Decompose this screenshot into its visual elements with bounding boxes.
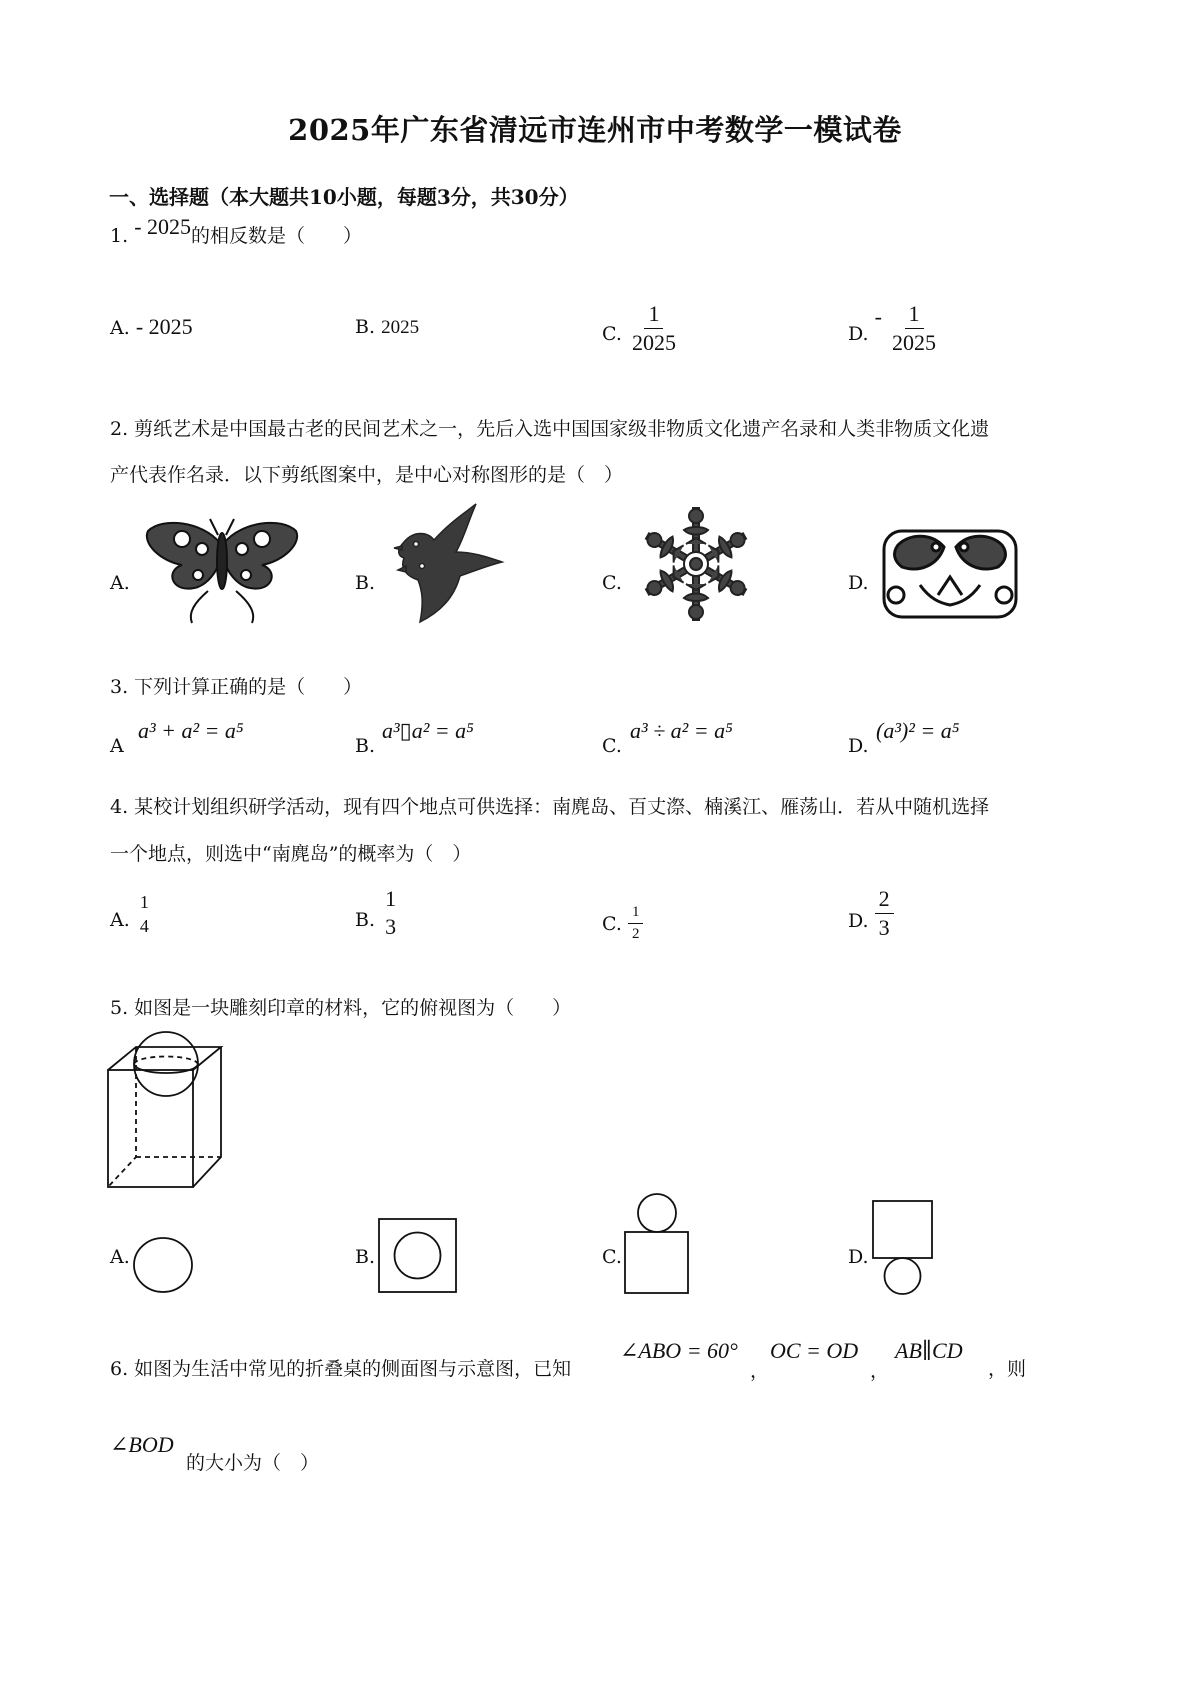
q4-option-c-fraction [628, 904, 644, 942]
q1-option-b [355, 316, 419, 339]
q6-condition-ab-parallel-cd: AB∥CD [895, 1338, 963, 1363]
q3-option-b-label: B. [355, 735, 376, 757]
seal-material-3d-figure [108, 1030, 230, 1190]
q4-option-b-numerator: 1 [385, 886, 397, 911]
q1-option-b-label: B. [355, 316, 376, 338]
q5-option-d-label: D. [848, 1246, 869, 1268]
swallow-papercut-icon [394, 502, 504, 624]
q1-option-c-label: C. [602, 322, 622, 345]
q4-option-b-label: B. [355, 909, 376, 932]
q4-option-d [848, 887, 894, 940]
q6-then: ，则 [988, 1358, 1027, 1380]
q4-option-d-fraction [875, 887, 894, 940]
fish-papercut-icon [880, 525, 1020, 623]
question-4-line-1: 4. 某校计划组织研学活动，现有四个地点可供选择：南麂岛、百丈漈、楠溪江、雁荡山．若从中随机选择 [110, 796, 990, 818]
q1-option-a [110, 314, 193, 340]
q4-option-a-label: A. [110, 908, 130, 931]
q3-option-c-formula: a³ ÷ a² = a⁵ [630, 718, 733, 743]
q1-option-c [602, 302, 680, 355]
q4-option-d-denominator: 3 [878, 915, 890, 941]
q4-option-b [355, 887, 400, 939]
q4-option-b-denominator: 3 [385, 914, 397, 940]
q4-option-a-numerator: 1 [139, 892, 149, 912]
question-1-number: 1. [110, 225, 129, 247]
q3-option-a-label: A [110, 735, 124, 757]
q6-angle-bod: ∠BOD [110, 1432, 174, 1457]
snowflake-papercut-icon [632, 506, 760, 622]
q6-condition-oc-od: OC = OD [770, 1338, 859, 1363]
q4-option-d-numerator: 2 [875, 887, 894, 914]
q5-option-c-label: C. [602, 1246, 622, 1268]
q4-option-d-label: D. [848, 909, 869, 932]
q5-option-d-square-above-circle-view [872, 1200, 934, 1296]
q5-option-a-label: A. [110, 1246, 130, 1268]
q1-option-d-label: D. [848, 322, 869, 345]
q3-option-d-formula: (a³)² = a⁵ [876, 718, 960, 743]
q3-option-d-expr [876, 718, 959, 744]
q1-option-c-denominator: 2025 [631, 330, 676, 356]
question-1-text: 的相反数是（ ） [191, 225, 363, 247]
q1-option-d-sign: - [874, 303, 882, 329]
q3-option-b-expr [382, 718, 474, 744]
q5-option-a-circle-view [132, 1236, 194, 1294]
q1-option-a-value: - 2025 [135, 314, 193, 339]
q4-option-c-denominator: 2 [631, 925, 640, 942]
q4-option-a-fraction [136, 893, 153, 937]
q2-option-d-label: D. [848, 572, 869, 594]
q5-option-b-square-circle-view [378, 1218, 458, 1294]
question-2-line-2: 产代表作名录．以下剪纸图案中，是中心对称图形的是（ ） [110, 464, 624, 486]
question-1-expr: - 2025 [134, 214, 192, 239]
question-5-text: 5. 如图是一块雕刻印章的材料，它的俯视图为（ ） [110, 997, 572, 1019]
butterfly-papercut-icon [142, 513, 302, 625]
question-2-line-1: 2. 剪纸艺术是中国最古老的民间艺术之一，先后入选中国国家级非物质文化遗产名录和人类非物质文化遗 [110, 418, 990, 440]
q5-option-b-label: B. [355, 1246, 376, 1268]
q1-option-d-fraction [888, 302, 940, 355]
q1-option-d-denominator: 2025 [892, 330, 937, 356]
q2-option-b-label: B. [355, 572, 376, 594]
q6-tail-text: 的大小为（ ） [186, 1452, 320, 1474]
question-4-line-2: 一个地点，则选中“南麂岛”的概率为（ ） [110, 843, 472, 865]
q2-option-a-label: A. [110, 572, 130, 594]
q1-option-b-value: 2025 [381, 317, 420, 338]
q4-option-c-label: C. [602, 913, 622, 935]
q4-option-a-denominator: 4 [139, 915, 149, 936]
q6-condition-angle-abo: ∠ABO = 60° [620, 1338, 738, 1363]
q1-option-c-fraction [628, 302, 680, 355]
q4-option-c-numerator: 1 [628, 904, 644, 924]
q6-separator-2: ， [870, 1360, 890, 1382]
q1-option-c-numerator: 1 [644, 302, 663, 329]
question-1 [110, 214, 363, 248]
question-6-text: 6. 如图为生活中常见的折叠桌的侧面图与示意图，已知 [110, 1358, 572, 1380]
q5-option-c-circle-above-square-view [624, 1193, 690, 1295]
q4-option-c [602, 904, 643, 942]
page-title: 2025年广东省清远市连州市中考数学一模试卷 [288, 113, 902, 147]
question-3-text: 3. 下列计算正确的是（ ） [110, 676, 363, 698]
q2-option-c-label: C. [602, 572, 622, 594]
q3-option-c-label: C. [602, 735, 622, 757]
q3-option-d-label: D. [848, 735, 869, 757]
section-heading-choice: 一、选择题（本大题共10小题，每题3分，共30分） [109, 185, 579, 209]
q3-option-c-expr [630, 718, 733, 744]
q4-option-a [110, 893, 153, 937]
q1-option-d [848, 302, 940, 355]
q3-option-a-expr [138, 718, 244, 744]
q6-separator-1: ， [750, 1360, 770, 1382]
q3-option-b-formula: a³▯a² = a⁵ [382, 718, 474, 743]
q4-option-b-fraction [381, 887, 400, 939]
q3-option-a-formula: a³ + a² = a⁵ [138, 718, 244, 743]
q1-option-d-numerator: 1 [905, 302, 924, 329]
q1-option-a-label: A. [110, 317, 130, 339]
